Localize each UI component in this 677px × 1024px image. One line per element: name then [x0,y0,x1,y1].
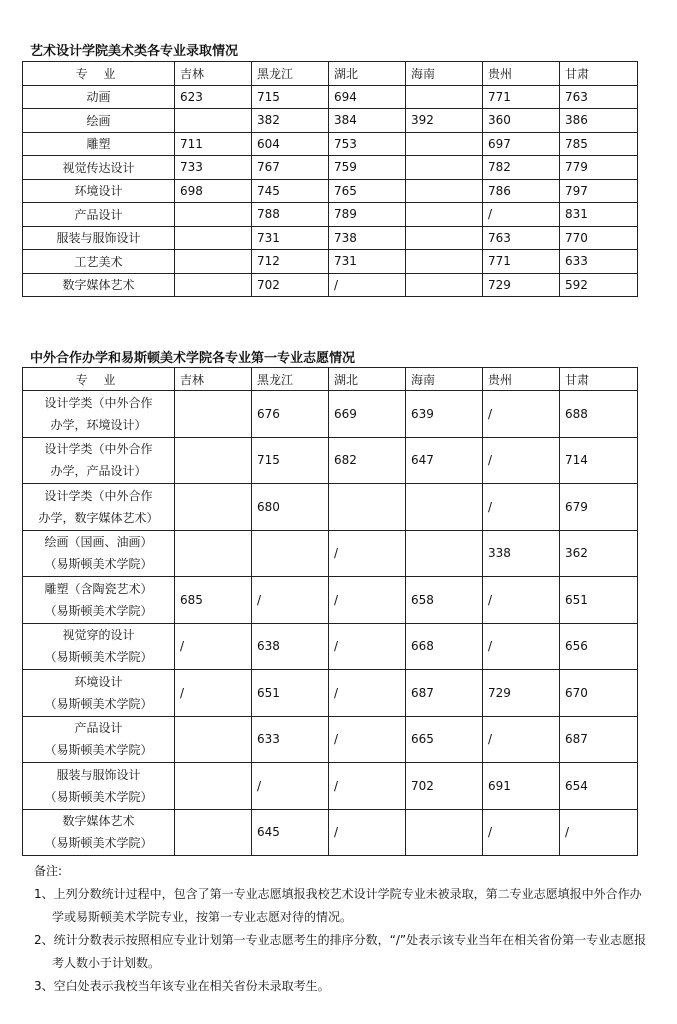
score-cell: 687 [560,716,638,763]
score-cell: 788 [252,203,329,227]
score-cell: / [329,577,406,624]
table-row [23,156,638,180]
score-cell: 645 [252,809,329,856]
score-cell: 680 [252,484,329,531]
score-cell [175,716,252,763]
table-row [23,763,638,810]
score-cell [175,226,252,250]
score-cell: 731 [329,250,406,274]
score-cell: 771 [483,250,560,274]
score-cell: 687 [406,670,483,717]
score-cell: 715 [252,437,329,484]
score-cell: / [483,716,560,763]
score-cell: / [329,716,406,763]
major-cell: 产品设计 [23,203,175,227]
score-cell: 753 [329,132,406,156]
major-line: （易斯顿美术学院） [44,696,153,711]
score-cell: 633 [560,250,638,274]
score-cell: 338 [483,530,560,577]
score-cell: / [329,623,406,670]
score-cell: / [329,273,406,297]
table-header-row [23,368,638,391]
table-row [23,716,638,763]
header-cell: 专 业 [23,368,175,391]
table1-title: 艺术设计学院美术类各专业录取情况 [30,44,239,59]
score-cell: / [329,809,406,856]
major-line: 环境设计 [74,674,123,689]
table-row [23,85,638,109]
header-cell: 湖北 [329,368,406,391]
table-row [23,179,638,203]
score-cell [175,391,252,438]
score-cell: 682 [329,437,406,484]
major-cell [23,437,175,484]
score-cell: 797 [560,179,638,203]
score-cell [406,484,483,531]
major-line: （易斯顿美术学院） [44,836,153,851]
notes-section [34,860,649,998]
major-cell: 数字媒体艺术 [23,273,175,297]
score-cell: 712 [252,250,329,274]
major-cell: 雕塑 [23,132,175,156]
score-cell [406,809,483,856]
score-cell: / [560,809,638,856]
major-cell [23,763,175,810]
score-cell: 665 [406,716,483,763]
score-cell: 633 [252,716,329,763]
major-line: 办学，产品设计） [50,464,147,479]
score-cell [406,530,483,577]
score-cell: 786 [483,179,560,203]
score-cell: 638 [252,623,329,670]
major-cell [23,623,175,670]
major-cell: 服装与服饰设计 [23,226,175,250]
score-cell [175,250,252,274]
score-cell: 711 [175,132,252,156]
score-cell: 771 [483,85,560,109]
score-cell: 360 [483,109,560,133]
score-cell [406,250,483,274]
score-cell [175,484,252,531]
score-cell: 669 [329,391,406,438]
major-line: 设计学类（中外合作 [44,442,153,457]
major-line: （易斯顿美术学院） [44,789,153,804]
table-row [23,530,638,577]
score-cell: 623 [175,85,252,109]
score-cell [406,273,483,297]
score-cell: / [483,577,560,624]
score-cell [406,85,483,109]
score-cell [252,530,329,577]
score-cell: / [252,763,329,810]
score-cell: 392 [406,109,483,133]
major-cell [23,809,175,856]
major-line: 产品设计 [74,721,123,736]
score-cell: 702 [406,763,483,810]
major-line: （易斯顿美术学院） [44,603,153,618]
major-line: 服装与服饰设计 [56,767,141,782]
major-cell [23,716,175,763]
note-item: 1、上列分数统计过程中，包含了第一专业志愿填报我校艺术设计学院专业未被录取，第二专业志愿填报中外合作办学或易斯顿美术学院专业，按第一专业志愿对待的情况。 [34,887,642,924]
score-cell: / [175,623,252,670]
header-cell: 贵州 [483,62,560,86]
score-cell: 362 [560,530,638,577]
major-line: （易斯顿美术学院） [44,743,153,758]
note-item: 2、统计分数表示按照相应专业计划第一专业志愿考生的排序分数，“/”处表示该专业当年在相关省份第一专业志愿报考人数小于计划数。 [34,933,647,970]
score-cell: 382 [252,109,329,133]
score-cell: 831 [560,203,638,227]
score-cell: / [483,437,560,484]
score-cell: 733 [175,156,252,180]
table-row [23,437,638,484]
major-line: 视觉穿的设计 [62,628,135,643]
score-cell: 639 [406,391,483,438]
score-cell: 770 [560,226,638,250]
score-cell: 729 [483,273,560,297]
score-cell: 785 [560,132,638,156]
score-cell [406,132,483,156]
score-cell: 386 [560,109,638,133]
score-cell: 702 [252,273,329,297]
header-cell: 黑龙江 [252,62,329,86]
admission-table-joint-programs [22,367,638,856]
score-cell: / [175,670,252,717]
score-cell: 685 [175,577,252,624]
table-row [23,250,638,274]
score-cell: 654 [560,763,638,810]
score-cell: 738 [329,226,406,250]
score-cell: 670 [560,670,638,717]
major-cell [23,530,175,577]
score-cell: 694 [329,85,406,109]
score-cell [406,156,483,180]
major-line: 设计学类（中外合作 [44,488,153,503]
score-cell: 384 [329,109,406,133]
score-cell: 676 [252,391,329,438]
score-cell: / [252,577,329,624]
score-cell: / [329,530,406,577]
major-cell [23,484,175,531]
score-cell: 714 [560,437,638,484]
score-cell: 763 [560,85,638,109]
score-cell: / [483,391,560,438]
major-cell: 工艺美术 [23,250,175,274]
score-cell: 647 [406,437,483,484]
major-cell [23,577,175,624]
admission-table-art-design [22,61,638,297]
score-cell [175,763,252,810]
header-cell: 贵州 [483,368,560,391]
major-line: 设计学类（中外合作 [44,395,153,410]
score-cell: / [483,203,560,227]
score-cell: 779 [560,156,638,180]
major-cell [23,391,175,438]
note-item: 3、空白处表示我校当年该专业在相关省份未录取考生。 [34,979,330,993]
score-cell: 767 [252,156,329,180]
score-cell: 763 [483,226,560,250]
score-cell: / [329,763,406,810]
score-cell: 679 [560,484,638,531]
score-cell: / [483,623,560,670]
major-cell: 视觉传达设计 [23,156,175,180]
score-cell [406,226,483,250]
score-cell [175,203,252,227]
table-row [23,391,638,438]
header-cell: 甘肃 [560,368,638,391]
table-row [23,109,638,133]
header-cell: 专 业 [23,62,175,86]
score-cell: 765 [329,179,406,203]
table-row [23,132,638,156]
table-row [23,484,638,531]
header-cell: 海南 [406,62,483,86]
table-row [23,273,638,297]
major-line: 雕塑（含陶瓷艺术） [44,581,153,596]
score-cell: 745 [252,179,329,203]
score-cell [406,179,483,203]
table-row [23,670,638,717]
score-cell [175,530,252,577]
major-line: （易斯顿美术学院） [44,557,153,572]
score-cell [175,809,252,856]
major-line: 办学，数字媒体艺术） [38,510,159,525]
score-cell: 691 [483,763,560,810]
score-cell [175,109,252,133]
score-cell: 729 [483,670,560,717]
major-cell: 动画 [23,85,175,109]
table-row [23,577,638,624]
score-cell: 668 [406,623,483,670]
score-cell: / [329,670,406,717]
major-cell: 绘画 [23,109,175,133]
score-cell: 697 [483,132,560,156]
table-row [23,226,638,250]
score-cell: 789 [329,203,406,227]
score-cell [175,437,252,484]
notes-heading: 备注: [34,864,63,878]
major-cell [23,670,175,717]
major-line: 办学，环境设计） [50,417,147,432]
table-header-row [23,62,638,86]
header-cell: 海南 [406,368,483,391]
score-cell: 759 [329,156,406,180]
score-cell: 688 [560,391,638,438]
header-cell: 吉林 [175,368,252,391]
score-cell: 782 [483,156,560,180]
score-cell: / [483,809,560,856]
header-cell: 吉林 [175,62,252,86]
score-cell [329,484,406,531]
table-row [23,623,638,670]
major-line: 绘画（国画、油画） [44,535,153,550]
table-row [23,203,638,227]
header-cell: 甘肃 [560,62,638,86]
major-cell: 环境设计 [23,179,175,203]
score-cell [406,203,483,227]
score-cell: 715 [252,85,329,109]
score-cell: 604 [252,132,329,156]
major-line: （易斯顿美术学院） [44,650,153,665]
major-line: 数字媒体艺术 [62,814,135,829]
header-cell: 湖北 [329,62,406,86]
score-cell: 698 [175,179,252,203]
score-cell: 651 [560,577,638,624]
score-cell: / [483,484,560,531]
score-cell [175,273,252,297]
score-cell: 656 [560,623,638,670]
score-cell: 592 [560,273,638,297]
score-cell: 651 [252,670,329,717]
score-cell: 731 [252,226,329,250]
header-cell: 黑龙江 [252,368,329,391]
score-cell: 658 [406,577,483,624]
table2-title: 中外合作办学和易斯顿美术学院各专业第一专业志愿情况 [30,351,356,366]
table-row [23,809,638,856]
